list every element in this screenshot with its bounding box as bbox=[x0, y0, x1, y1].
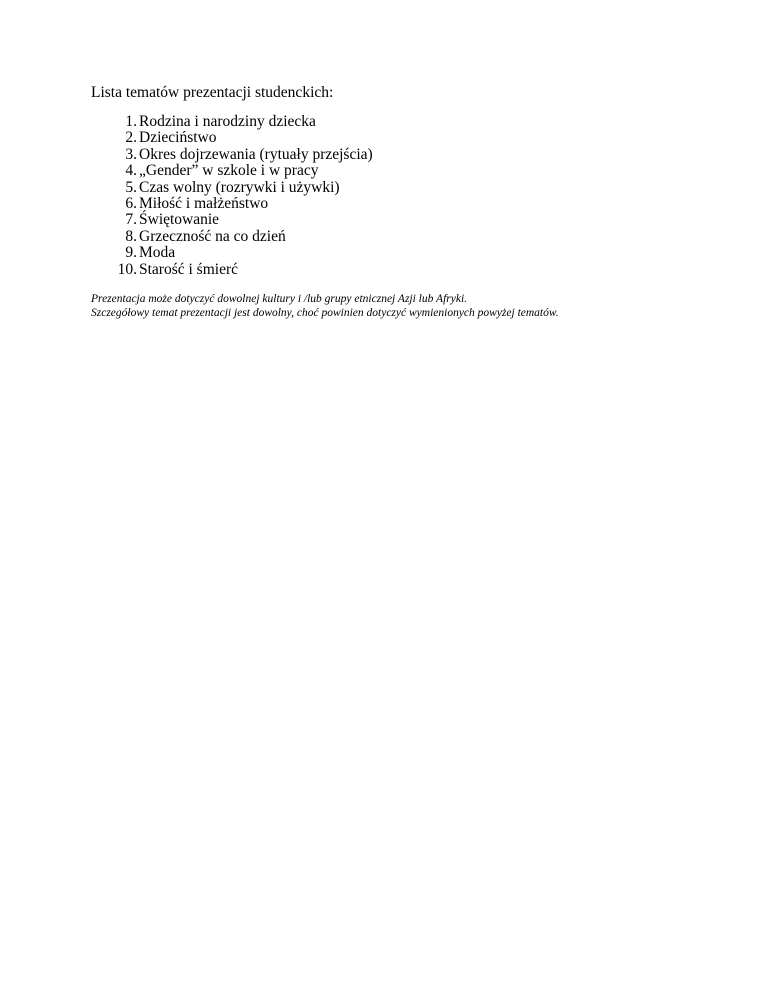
list-item-number: 6. bbox=[125, 194, 137, 212]
list-item-text: Świętowanie bbox=[139, 211, 220, 229]
list-item-text: „Gender” w szkole i w pracy bbox=[139, 162, 319, 180]
list-item-text: Miłość i małżeństwo bbox=[139, 194, 269, 212]
list-item-text: Starość i śmierć bbox=[139, 260, 239, 278]
list-item-text: Czas wolny (rozrywki i używki) bbox=[139, 178, 340, 196]
list-item-text: Rodzina i narodziny dziecka bbox=[139, 113, 316, 130]
list-item-number: 3. bbox=[125, 145, 137, 163]
list-item-number: 1. bbox=[125, 113, 137, 130]
page-title: Lista tematów prezentacji studenckich: bbox=[91, 84, 334, 101]
list-item-number: 2. bbox=[125, 129, 137, 147]
list-item-number: 10. bbox=[117, 260, 137, 278]
list-item-number: 8. bbox=[125, 227, 137, 245]
list-item-text: Dzieciństwo bbox=[139, 129, 217, 147]
list-item-text: Okres dojrzewania (rytuały przejścia) bbox=[139, 145, 373, 163]
list-item-number: 4. bbox=[125, 162, 137, 180]
note-scope: Prezentacja może dotyczyć dowolnej kultury i /lub grupy etnicznej Azji lub Afryki. bbox=[91, 293, 468, 305]
note-topic-freedom: Szczegółowy temat prezentacji jest dowolny, choć powinien dotyczyć wymienionych powyżej tematów. bbox=[91, 307, 559, 319]
list-item-text: Grzeczność na co dzień bbox=[139, 227, 286, 245]
list-item-text: Moda bbox=[139, 244, 176, 262]
list-item-number: 9. bbox=[125, 244, 137, 262]
list-item-number: 5. bbox=[125, 178, 137, 196]
list-item-number: 7. bbox=[125, 211, 137, 229]
